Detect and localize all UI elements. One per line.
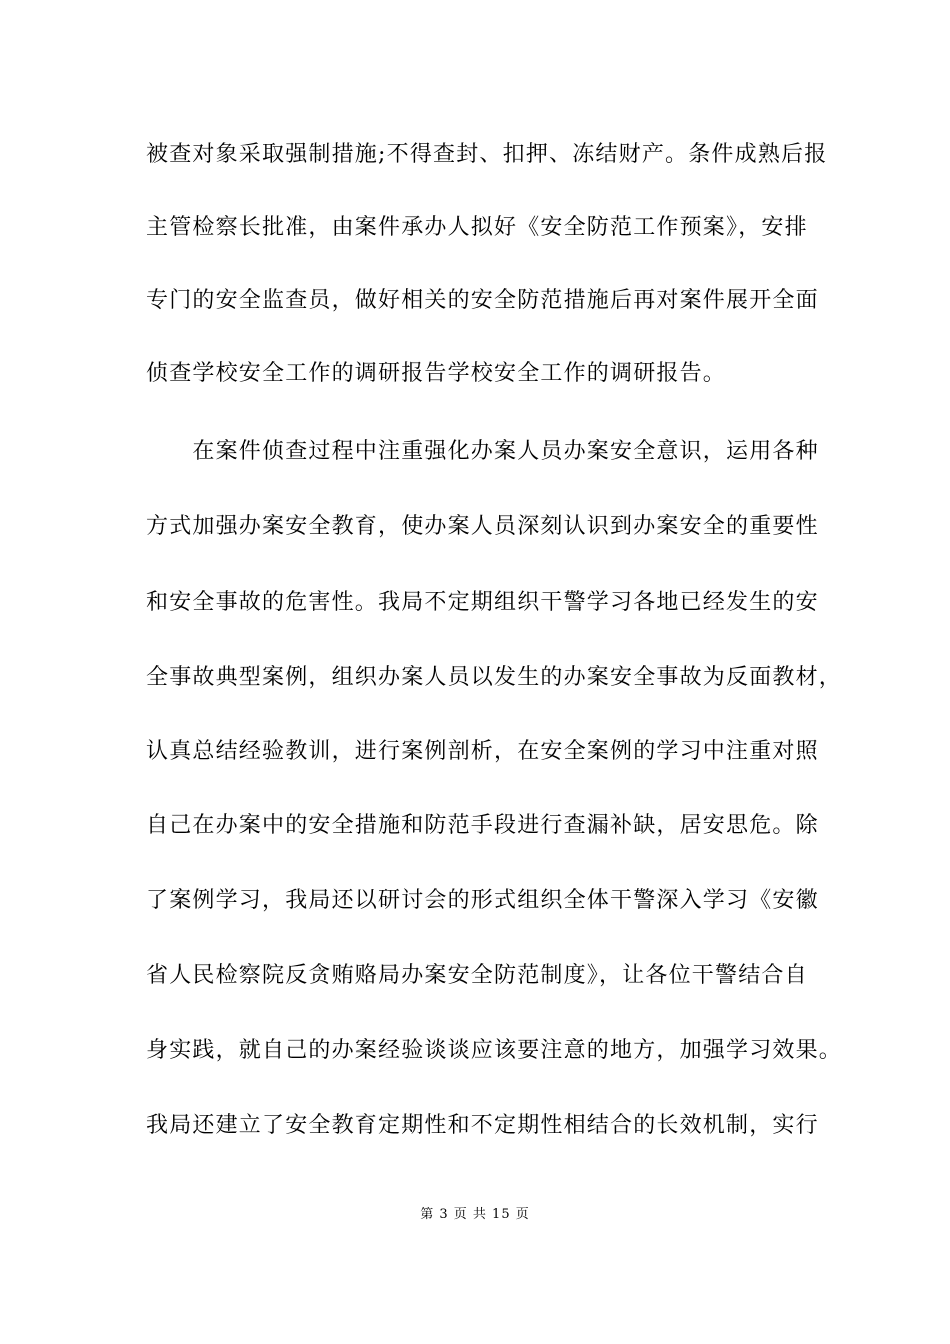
text-line: 专门的安全监查员，做好相关的安全防范措施后再对案件展开全面 — [146, 288, 819, 313]
text-line: 侦查学校安全工作的调研报告学校安全工作的调研报告。 — [146, 361, 727, 386]
text-line: 被查对象采取强制措施;不得查封、扣押、冻结财产。条件成熟后报 — [146, 142, 828, 167]
text-line: 认真总结经验教训，进行案例剖析，在安全案例的学习中注重对照 — [146, 739, 819, 764]
text-line: 我局还建立了安全教育定期性和不定期性相结合的长效机制，实行 — [146, 1113, 819, 1138]
page-number-footer: 第 3 页 共 15 页 — [420, 1207, 530, 1222]
text-line: 了案例学习，我局还以研讨会的形式组织全体干警深入学习《安徽 — [146, 888, 819, 913]
text-line: 自己在办案中的安全措施和防范手段进行查漏补缺，居安思危。除 — [146, 813, 819, 838]
text-line: 方式加强办案安全教育，使办案人员深刻认识到办案安全的重要性 — [146, 514, 819, 539]
text-line: 全事故典型案例，组织办案人员以发生的办案安全事故为反面教材， — [146, 665, 843, 690]
text-line: 身实践，就自己的办案经验谈谈应该要注意的地方，加强学习效果。 — [146, 1038, 843, 1063]
paragraph-first-line: 在案件侦查过程中注重强化办案人员办案安全意识，运用各种 — [146, 439, 819, 464]
text-line: 省人民检察院反贪贿赂局办案安全防范制度》，让各位干警结合自 — [146, 963, 808, 988]
text-line: 主管检察长批准，由案件承办人拟好《安全防范工作预案》，安排 — [146, 215, 808, 240]
text-line: 和安全事故的危害性。我局不定期组织干警学习各地已经发生的安 — [146, 590, 819, 615]
